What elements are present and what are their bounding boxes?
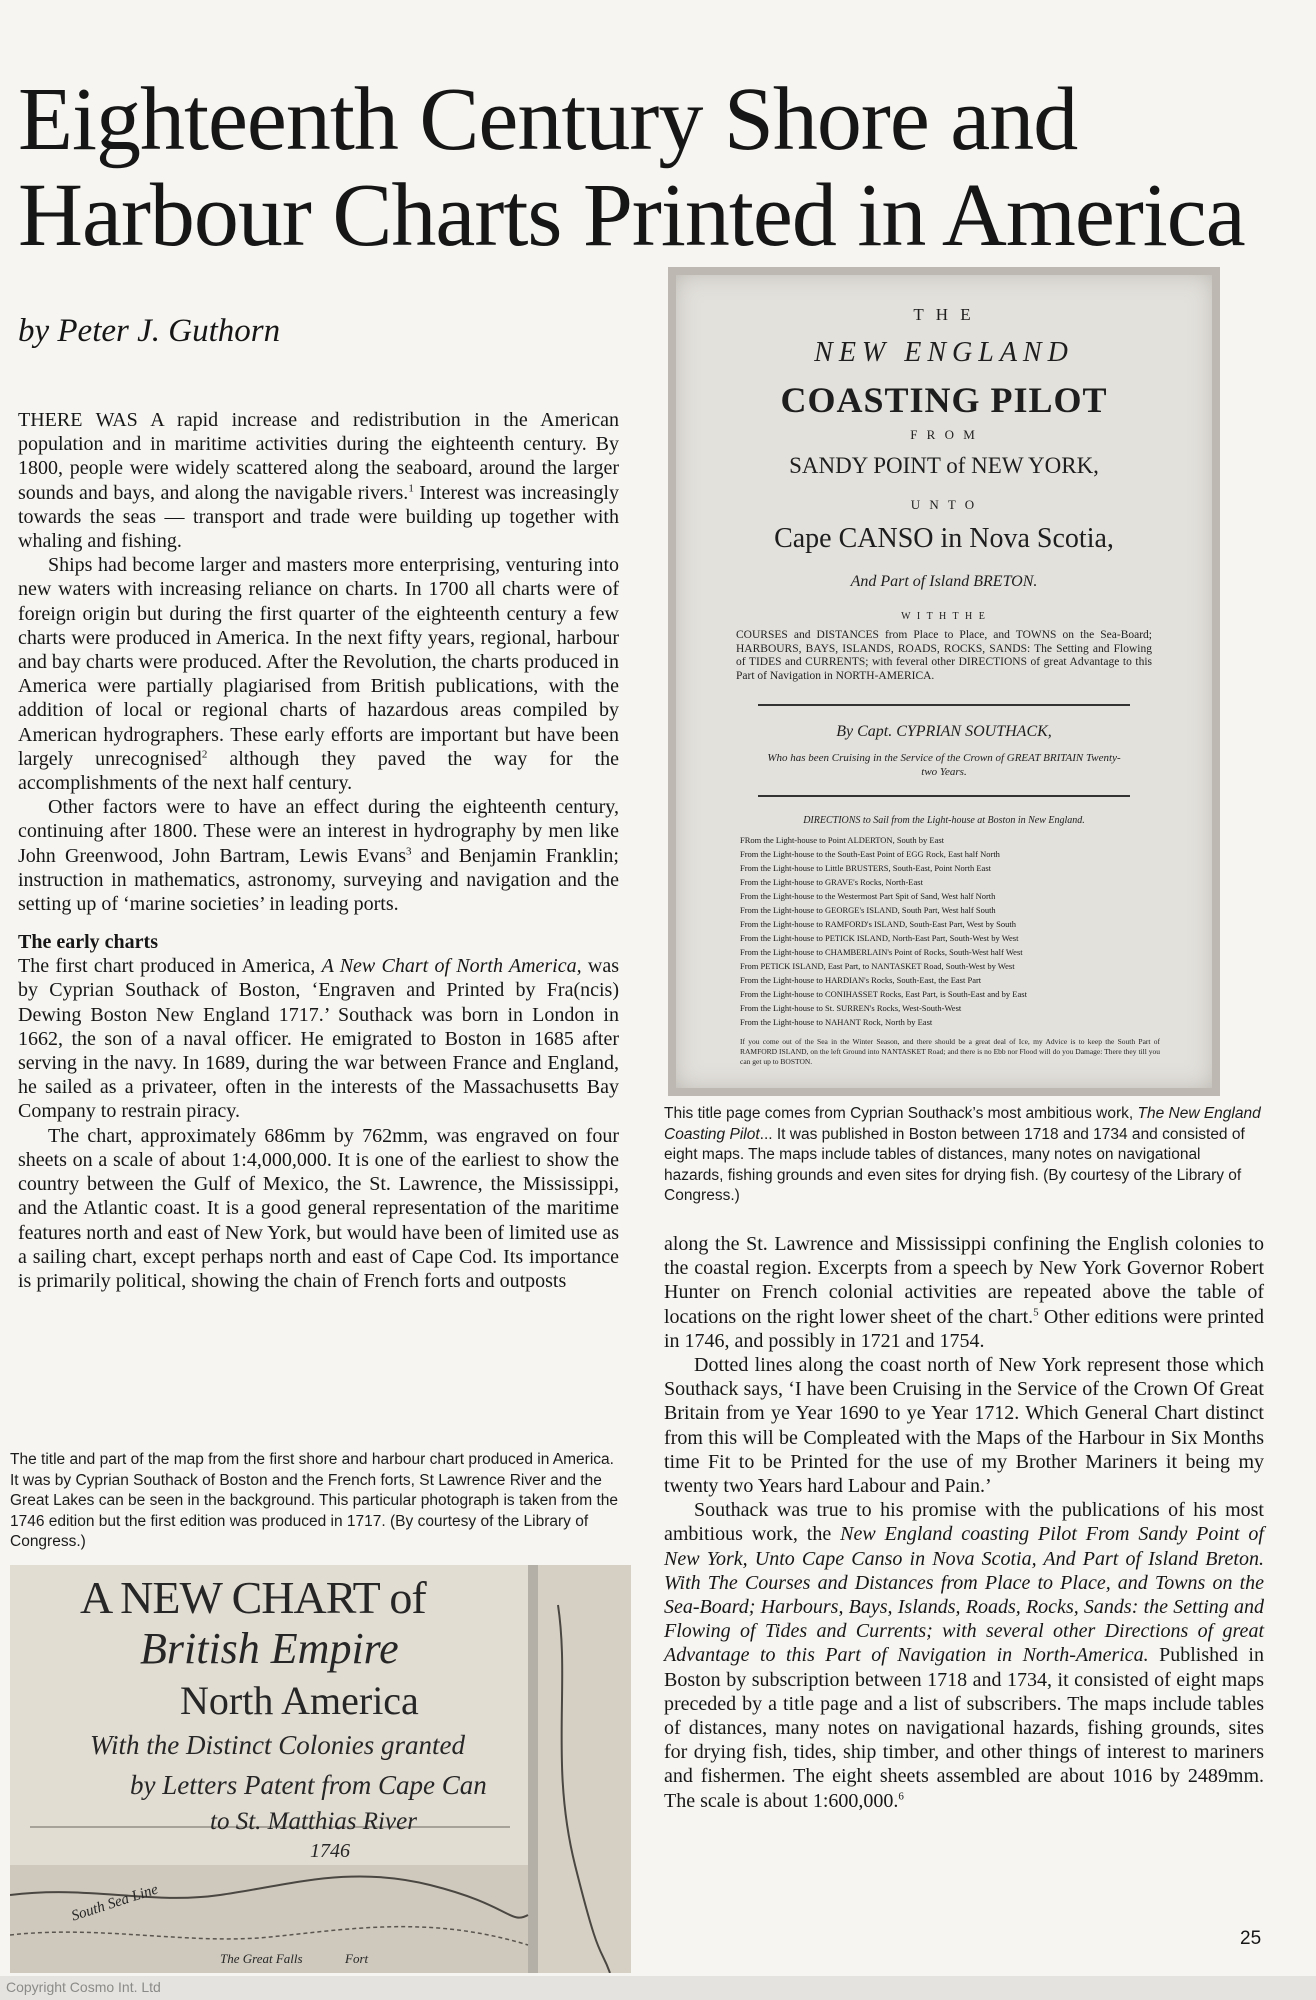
- section-heading: The early charts: [18, 931, 158, 954]
- tp-footnote: If you come out of the Sea in the Winter Season, and there should be a great deal of Ice, my Advice is to keep the South Part of RAMFORD ISLAND, on the left Ground into NANTASKET Road; and there is no Ebb nor Flood will do you Damage: There they till you can get up to BOSTON.: [740, 1037, 1160, 1066]
- title-page-photo: [668, 267, 1220, 1096]
- tp-directions-list: [740, 833, 1160, 1029]
- title-text: Eighteenth Century Shore and Harbour Charts Printed in America: [18, 70, 1245, 265]
- copyright-footer: [0, 1976, 1316, 2000]
- paragraph: Southack was true to his promise with the publications of his most ambitious work, the New England coasting Pilot From Sandy Point of New York, Unto Cape Canso in Nova Scotia, And Part of Island Breton. With The Courses and Distances from Place to Place, and Towns on the Sea-Board; Harbours, Bays, Islands, Roads, Rocks, Sands: the Setting and Flowing of Tides and Currents; with several other Directions of great Advantage to this Part of Navigation in North-America. Published in Boston by subscription between 1718 and 1734, it consisted of eight maps preceded by a title page and a list of subscribers. The maps include tables of distances, many notes on navigational hazards, fishing grounds, sites for drying fish, tides, ship timber, and other things of interest to mariners and fishermen. The eight sheets assembled are about 1016 by 2489mm. The scale is about 1:600,000.$^6$: [664, 1499, 1264, 1812]
- map-title-line: A NEW CHART of: [80, 1572, 426, 1623]
- tp-who: Who has been Cruising in the Service of the Crown of GREAT BRITAIN Twenty-two Years.: [767, 752, 1121, 778]
- tp-dir-line: From the Light-house to the Westermost Part Spit of Sand, West half North: [740, 891, 996, 901]
- tp-from: F R O M: [910, 427, 978, 442]
- paragraph: The first chart produced in America, A New Chart of North America, was by Cyprian Southack of Boston, ‘Engraven and Printed by Fra(ncis) Dewing Boston New England 1717.’ Southack was born in London in 1662, the son of a naval officer. He emigrated to Boston in 1685 after serving in the navy. In 1689, during the war between France and England, he sailed as a privateer, often in the interests of the Massachusetts Bay Company to restrain piracy.: [18, 955, 619, 1123]
- tp-dir-line: From the Light-house to Little BRUSTERS, South-East, Point North East: [740, 863, 991, 873]
- map-label: Fort: [345, 1951, 369, 1966]
- map-label: South Sea Line: [69, 1881, 161, 1925]
- map-title-line: With the Distinct Colonies granted: [90, 1730, 465, 1760]
- title-page-caption: This title page comes from Cyprian Southack’s most ambitious work, The New England Coasting Pilot... It was published in Boston between 1718 and 1734 and consisted of eight maps. The maps include tables of distances, many notes on navigational hazards, fishing grounds and even sites for drying fish. (By courtesy of the Library of Congress.): [664, 1105, 1261, 1204]
- tp-coasting-pilot: COASTING PILOT: [780, 380, 1108, 420]
- right-column: [664, 1232, 1264, 1813]
- tp-dir-line: From the Light-house to CONIHASSET Rocks, East Part, is South-East and by East: [740, 989, 1027, 999]
- tp-dir-line: From the Light-house to GRAVE's Rocks, North-East: [740, 877, 923, 887]
- tp-dir-line: From PETICK ISLAND, East Part, to NANTASKET Road, South-West by West: [740, 961, 1015, 971]
- paragraph: Other factors were to have an effect during the eighteenth century, continuing after 1800. These were an interest in hydrography by men like John Greenwood, John Bartram, Lewis Evans$^3$ and Benjamin Franklin; instruction in mathematics, astronomy, surveying and navigation and the setting up of ‘marine societies’ in leading ports.: [18, 796, 619, 916]
- paragraph: The chart, approximately 686mm by 762mm, was engraved on four sheets on a scale of about 1:4,000,000. It is one of the earliest to show the country between the Gulf of Mexico, the St. Lawrence, the Mississippi, and the Atlantic coast. It is a good general representation of the maritime features north and east of New York, but would have been of limited use as a sailing chart, except perhaps north and east of Cape Cod. Its importance is primarily political, showing the chain of French forts and outposts: [18, 1124, 619, 1292]
- tp-dir-line: FRom the Light-house to Point ALDERTON, South by East: [740, 835, 945, 845]
- map-label: The Great Falls: [220, 1951, 303, 1966]
- tp-new-england: NEW ENGLAND: [814, 337, 1074, 368]
- paragraph: Ships had become larger and masters more enterprising, venturing into new waters with increasing reliance on charts. In 1700 all charts were of foreign origin but during the first quarter of the eighteenth century a few charts were produced in America. In the next fifty years, regional, harbour and bay charts were produced. After the Revolution, the charts produced in America were partially plagiarised from British publications, with the addition of local or regional charts of hazardous areas compiled by American hydrographers. These early efforts are important but have been largely unrecognised$^2$ although they paved the way for the accomplishments of the next half century.: [18, 554, 620, 795]
- page-number: 25: [1240, 1928, 1262, 1949]
- map-title-line: North America: [180, 1678, 419, 1723]
- map-year: 1746: [310, 1840, 350, 1862]
- tp-dir-line: From the Light-house to GEORGE's ISLAND, South Part, West half South: [740, 905, 996, 915]
- tp-with: W I T H T H E: [901, 611, 987, 622]
- paragraph: THERE WAS A rapid increase and redistribution in the American population and in maritime activities during the eighteenth century. By 1800, people were widely scattered along the seaboard, around the larger sounds and bays, and along the navigable rivers.$^1$ Interest was increasingly towards the seas — transport and trade were building up together with whaling and fishing.: [18, 409, 619, 553]
- tp-the: T H E: [913, 305, 975, 324]
- paragraph: along the St. Lawrence and Mississippi confining the English colonies to the coastal region. Excerpts from a speech by New York Governor Robert Hunter on French colonial activities are repeated above the table of locations on the right lower sheet of the chart.$^5$ Other editions were printed in 1746, and possibly in 1721 and 1754.: [664, 1233, 1265, 1352]
- tp-cape-canso: Cape CANSO in Nova Scotia,: [774, 523, 1114, 554]
- tp-dir-line: From the Light-house to NAHANT Rock, North by East: [740, 1017, 933, 1027]
- tp-courses: COURSES and DISTANCES from Place to Place, and TOWNS on the Sea-Board; HARBOURS, BAYS, ISLANDS, ROADS, ROCKS, SANDS: The Setting and Flowing of TIDES and CURRENTS; with feveral other DIRECTIONS of great Advantage to this Part of Navigation in NORTH-AMERICA.: [736, 629, 1152, 682]
- tp-dir-line: From the Light-house to RAMFORD's ISLAND, South-East Part, West by South: [740, 919, 1017, 929]
- tp-directions: DIRECTIONS to Sail from the Light-house at Boston in New England.: [803, 815, 1085, 826]
- tp-dir-line: From the Light-house to the South-East Point of EGG Rock, East half North: [740, 849, 1000, 859]
- tp-breton: And Part of Island BRETON.: [850, 573, 1038, 590]
- map-title-line: British Empire: [140, 1624, 399, 1673]
- paragraph: Dotted lines along the coast north of New York represent those which Southack says, ‘I have been Cruising in the Service of the Crown Of Great Britain from ye Year 1690 to ye Year 1712. Which General Chart distinct from this will be Compleated with the Maps of the Harbour in Six Months time Fit to be Printed for the use of my Brother Mariners it being my twenty two Years hard Labour and Pain.’: [664, 1354, 1264, 1498]
- map-title-line: to St. Matthias River: [210, 1808, 417, 1835]
- tp-dir-line: From the Light-house to CHAMBERLAIN's Point of Rocks, South-West half West: [740, 947, 1023, 957]
- map-title-line: by Letters Patent from Cape Can: [130, 1770, 487, 1800]
- byline: by Peter J. Guthorn: [18, 313, 281, 349]
- tp-author: By Capt. CYPRIAN SOUTHACK,: [836, 723, 1052, 740]
- tp-dir-line: From the Light-house to St. SURREN's Rocks, West-South-West: [740, 1003, 962, 1013]
- map-caption: The title and part of the map from the first shore and harbour chart produced in America. It was by Cyprian Southack of Boston and the French forts, St Lawrence River and the Great Lakes can be seen in the background. This particular photograph is taken from the 1746 edition but the first edition was produced in 1717. (By courtesy of the Library of Congress.): [10, 1451, 619, 1550]
- tp-sandy-point: SANDY POINT of NEW YORK,: [789, 453, 1099, 478]
- map-photo: [10, 1565, 631, 1973]
- copyright-text: Copyright Cosmo Int. Ltd: [6, 1979, 161, 1995]
- tp-dir-line: From the Light-house to PETICK ISLAND, North-East Part, South-West by West: [740, 933, 1019, 943]
- tp-dir-line: From the Light-house to HARDIAN's Rocks, South-East, the East Part: [740, 975, 982, 985]
- tp-unto: U N T O: [910, 497, 978, 512]
- left-column: [18, 408, 619, 1293]
